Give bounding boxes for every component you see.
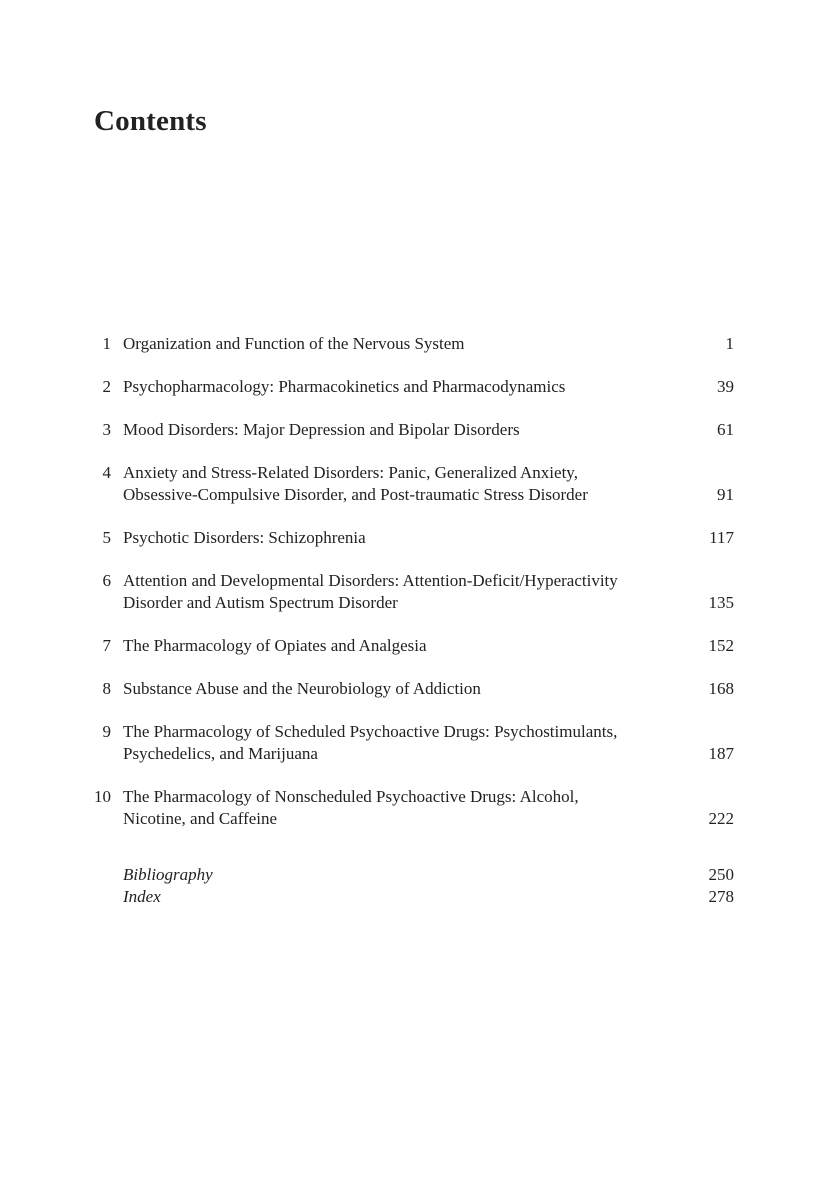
- chapter-title-line: The Pharmacology of Opiates and Analgesia: [123, 636, 427, 655]
- table-of-contents: [88, 333, 734, 851]
- chapter-title-line: The Pharmacology of Scheduled Psychoactive Drugs: Psychostimulants,: [123, 722, 618, 741]
- chapter-title-line: Anxiety and Stress-Related Disorders: Panic, Generalized Anxiety,: [123, 463, 578, 482]
- chapter-number: 4: [102, 463, 111, 482]
- chapter-title: [111, 721, 674, 765]
- backmatter-list: [88, 864, 734, 908]
- chapter-number: 2: [102, 377, 111, 396]
- chapter-title-line: Psychopharmacology: Pharmacokinetics and Pharmacodynamics: [123, 377, 566, 396]
- backmatter-title: Bibliography: [123, 865, 213, 884]
- chapter-page-number: 1: [725, 334, 734, 353]
- toc-entry-chapter-9[interactable]: [88, 721, 734, 765]
- chapter-title-line: Nicotine, and Caffeine: [123, 809, 278, 828]
- chapter-title: [111, 678, 674, 700]
- backmatter-page-number: 250: [708, 865, 734, 884]
- chapter-title-line: Organization and Function of the Nervous System: [123, 334, 465, 353]
- chapter-title-line: Disorder and Autism Spectrum Disorder: [123, 593, 398, 612]
- chapter-number: 5: [102, 528, 111, 547]
- chapter-title-line: Mood Disorders: Major Depression and Bipolar Disorders: [123, 420, 520, 439]
- chapter-title-line: Psychotic Disorders: Schizophrenia: [123, 528, 366, 547]
- toc-entry-chapter-2[interactable]: [88, 376, 734, 398]
- toc-entry-chapter-10[interactable]: [88, 786, 734, 830]
- toc-entry-bibliography[interactable]: [88, 864, 734, 886]
- chapter-title: [111, 635, 674, 657]
- chapter-title-line: The Pharmacology of Nonscheduled Psychoactive Drugs: Alcohol,: [123, 787, 579, 806]
- backmatter-title: Index: [123, 887, 161, 906]
- page-title: Contents: [94, 105, 207, 137]
- chapter-title: [111, 462, 674, 506]
- chapter-number: 8: [102, 679, 111, 698]
- chapter-title-line: Obsessive-Compulsive Disorder, and Post-traumatic Stress Disorder: [123, 485, 588, 504]
- chapter-number: 10: [94, 787, 111, 806]
- chapter-title: [111, 333, 674, 355]
- chapter-page-number: 152: [708, 636, 734, 655]
- chapter-page-number: 91: [717, 485, 734, 504]
- chapter-page-number: 187: [708, 744, 734, 763]
- chapter-title: [111, 527, 674, 549]
- toc-entry-chapter-1[interactable]: [88, 333, 734, 355]
- chapter-page-number: 135: [708, 593, 734, 612]
- toc-entry-chapter-5[interactable]: [88, 527, 734, 549]
- chapter-title: [111, 376, 674, 398]
- chapter-page-number: 222: [708, 809, 734, 828]
- chapter-title: [111, 419, 674, 441]
- chapter-number: 1: [102, 334, 111, 353]
- chapter-title-line: Psychedelics, and Marijuana: [123, 744, 318, 763]
- backmatter-page-number: 278: [708, 887, 734, 906]
- chapter-number: 9: [102, 722, 111, 741]
- toc-entry-chapter-3[interactable]: [88, 419, 734, 441]
- chapter-page-number: 61: [717, 420, 734, 439]
- chapter-page-number: 117: [709, 528, 734, 547]
- chapter-number: 3: [102, 420, 111, 439]
- toc-entry-chapter-7[interactable]: [88, 635, 734, 657]
- chapter-title: [111, 570, 674, 614]
- chapter-title: [111, 786, 674, 830]
- chapter-page-number: 168: [708, 679, 734, 698]
- toc-entry-chapter-6[interactable]: [88, 570, 734, 614]
- toc-entry-chapter-8[interactable]: [88, 678, 734, 700]
- chapter-number: 7: [102, 636, 111, 655]
- chapter-title-line: Attention and Developmental Disorders: Attention-Deficit/Hyperactivity: [123, 571, 618, 590]
- chapter-number: 6: [102, 571, 111, 590]
- toc-entry-chapter-4[interactable]: [88, 462, 734, 506]
- chapter-title-line: Substance Abuse and the Neurobiology of Addiction: [123, 679, 481, 698]
- toc-entry-index[interactable]: [88, 886, 734, 908]
- chapter-page-number: 39: [717, 377, 734, 396]
